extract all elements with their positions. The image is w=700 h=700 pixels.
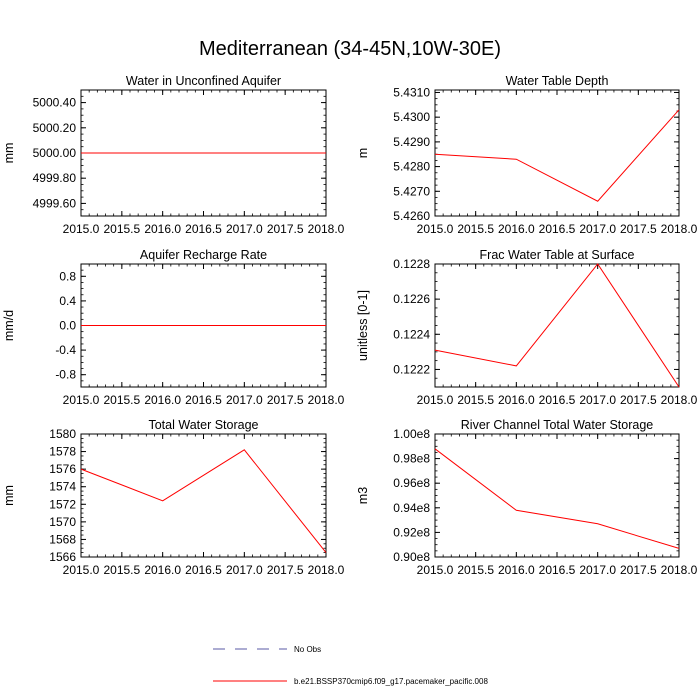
panel-3-ytick-label: 0.4 bbox=[59, 293, 76, 308]
panel-6-xtick-label: 2015.0 bbox=[416, 563, 454, 577]
panel-6-ytick-label: 0.94e8 bbox=[393, 500, 430, 515]
panel-3-ytick-label: -0.4 bbox=[55, 343, 76, 358]
panel-6-frame bbox=[435, 434, 679, 557]
panel-6-xtick-label: 2016.0 bbox=[497, 563, 535, 577]
panel-6-ylabel: m3 bbox=[356, 486, 370, 505]
panel-2-xtick-label: 2017.0 bbox=[579, 222, 617, 236]
panel-5-frame bbox=[81, 434, 326, 557]
panel-2-xtick-label: 2018.0 bbox=[660, 222, 698, 236]
panel-5-ytick-label: 1576 bbox=[49, 462, 76, 477]
panel-6-ytick-label: 0.96e8 bbox=[393, 476, 430, 491]
panel-2-ytick-label: 5.4310 bbox=[393, 85, 430, 100]
panel-5-xtick-label: 2018.0 bbox=[307, 563, 345, 577]
panel-5-ytick-label: 1566 bbox=[49, 550, 76, 564]
panel-6-ytick-label: 0.90e8 bbox=[393, 550, 430, 564]
panel-5-xtick-label: 2016.5 bbox=[185, 563, 222, 577]
panel-3-xtick-label: 2016.0 bbox=[144, 393, 182, 407]
panel-1-ytick-label: 5000.20 bbox=[32, 120, 76, 135]
panel-3-title: Aquifer Recharge Rate bbox=[139, 248, 268, 262]
panel-1-xtick-label: 2016.5 bbox=[185, 222, 222, 236]
panel-3-xtick-label: 2015.5 bbox=[103, 393, 141, 407]
panel-3-xtick-label: 2016.5 bbox=[185, 393, 222, 407]
panel-4-xtick-label: 2017.5 bbox=[619, 393, 657, 407]
panel-1-ylabel: mm bbox=[2, 142, 16, 164]
panel-2-series-line bbox=[435, 110, 679, 201]
panel-4-xtick-label: 2015.5 bbox=[457, 393, 495, 407]
panel-6-xtick-label: 2017.5 bbox=[619, 563, 657, 577]
panel-5-xtick-label: 2017.5 bbox=[266, 563, 304, 577]
panel-1-ytick-label: 5000.40 bbox=[32, 95, 76, 110]
panel-4-xtick-label: 2018.0 bbox=[660, 393, 698, 407]
panel-2-title: Water Table Depth bbox=[505, 74, 609, 88]
panel-2-xtick-label: 2016.0 bbox=[497, 222, 535, 236]
panel-1-xtick-label: 2018.0 bbox=[307, 222, 345, 236]
panel-3-xtick-label: 2017.5 bbox=[266, 393, 304, 407]
panel-4-ytick-label: 0.1222 bbox=[393, 362, 430, 377]
panel-5-xtick-label: 2016.0 bbox=[144, 563, 182, 577]
panel-2-ytick-label: 5.4290 bbox=[393, 134, 430, 149]
panel-6-xtick-label: 2016.5 bbox=[538, 563, 576, 577]
panel-4-frame bbox=[435, 264, 679, 387]
panel-6-xtick-label: 2018.0 bbox=[660, 563, 698, 577]
panel-2-ylabel: m bbox=[356, 147, 370, 159]
panel-5-ytick-label: 1568 bbox=[49, 532, 76, 547]
panel-6-xtick-label: 2017.0 bbox=[579, 563, 617, 577]
panel-1-ytick-label: 4999.80 bbox=[32, 171, 76, 186]
panel-1-xtick-label: 2015.0 bbox=[62, 222, 100, 236]
panel-4-ytick-label: 0.1226 bbox=[393, 292, 430, 307]
panel-3-ytick-label: 0.8 bbox=[59, 269, 76, 284]
panel-5-xtick-label: 2015.5 bbox=[103, 563, 141, 577]
panel-6-series-line bbox=[435, 449, 679, 549]
panel-2-frame bbox=[435, 90, 679, 216]
panel-2-xtick-label: 2017.5 bbox=[619, 222, 657, 236]
panel-5-xtick-label: 2015.0 bbox=[62, 563, 100, 577]
panel-4-xtick-label: 2016.5 bbox=[538, 393, 576, 407]
panel-4-xtick-label: 2017.0 bbox=[579, 393, 617, 407]
legend-label-1: No Obs bbox=[294, 645, 322, 654]
panel-1-title: Water in Unconfined Aquifer bbox=[125, 74, 282, 88]
panel-6-ytick-label: 0.98e8 bbox=[393, 451, 430, 466]
panel-5-series-line bbox=[81, 450, 326, 553]
panel-3-ylabel: mm/d bbox=[2, 309, 16, 342]
panel-2-xtick-label: 2015.5 bbox=[457, 222, 495, 236]
panel-3-xtick-label: 2015.0 bbox=[62, 393, 100, 407]
panel-1-xtick-label: 2017.0 bbox=[225, 222, 263, 236]
panel-4-xtick-label: 2015.0 bbox=[416, 393, 454, 407]
panel-2-ytick-label: 5.4270 bbox=[393, 184, 430, 199]
panel-5-ytick-label: 1570 bbox=[49, 514, 76, 529]
panel-1-ytick-label: 4999.60 bbox=[32, 196, 76, 211]
legend-label-2: b.e21.BSSP370cmip6.f09_g17.pacemaker_pacific.008 bbox=[294, 677, 488, 686]
panel-2-xtick-label: 2015.0 bbox=[416, 222, 454, 236]
panel-6-xtick-label: 2015.5 bbox=[457, 563, 495, 577]
panel-4-series-line bbox=[435, 264, 679, 387]
panel-3-ytick-label: 0.0 bbox=[59, 318, 76, 333]
panel-1-ytick-label: 5000.00 bbox=[32, 146, 76, 160]
panel-4-xtick-label: 2016.0 bbox=[497, 393, 535, 407]
panel-6-title: River Channel Total Water Storage bbox=[460, 418, 654, 432]
panel-3-xtick-label: 2017.0 bbox=[225, 393, 263, 407]
panel-6-ytick-label: 1.00e8 bbox=[393, 427, 430, 441]
panel-1-xtick-label: 2016.0 bbox=[144, 222, 182, 236]
panel-3-xtick-label: 2018.0 bbox=[307, 393, 345, 407]
panel-5-ytick-label: 1572 bbox=[49, 497, 76, 512]
panel-5-ylabel: mm bbox=[2, 485, 16, 506]
panel-5-ytick-label: 1580 bbox=[49, 427, 76, 441]
panel-4-ytick-label: 0.1224 bbox=[393, 327, 430, 342]
panel-5-ytick-label: 1578 bbox=[49, 444, 76, 459]
panel-4-title: Frac Water Table at Surface bbox=[479, 248, 635, 262]
panel-2-ytick-label: 5.4260 bbox=[393, 209, 430, 223]
panel-5-title: Total Water Storage bbox=[148, 418, 259, 432]
panel-4-ylabel: unitless [0-1] bbox=[356, 290, 370, 361]
panel-6-ytick-label: 0.92e8 bbox=[393, 525, 430, 540]
panel-1-xtick-label: 2017.5 bbox=[266, 222, 304, 236]
panel-4-ytick-label: 0.1228 bbox=[393, 257, 430, 271]
panel-2-xtick-label: 2016.5 bbox=[538, 222, 576, 236]
panel-5-ytick-label: 1574 bbox=[49, 479, 76, 494]
panel-5-xtick-label: 2017.0 bbox=[225, 563, 263, 577]
panel-1-xtick-label: 2015.5 bbox=[103, 222, 141, 236]
panel-3-ytick-label: -0.8 bbox=[55, 367, 76, 382]
panel-2-ytick-label: 5.4280 bbox=[393, 159, 430, 174]
panel-2-ytick-label: 5.4300 bbox=[393, 110, 430, 125]
figure-title: Mediterranean (34-45N,10W-30E) bbox=[198, 38, 501, 60]
